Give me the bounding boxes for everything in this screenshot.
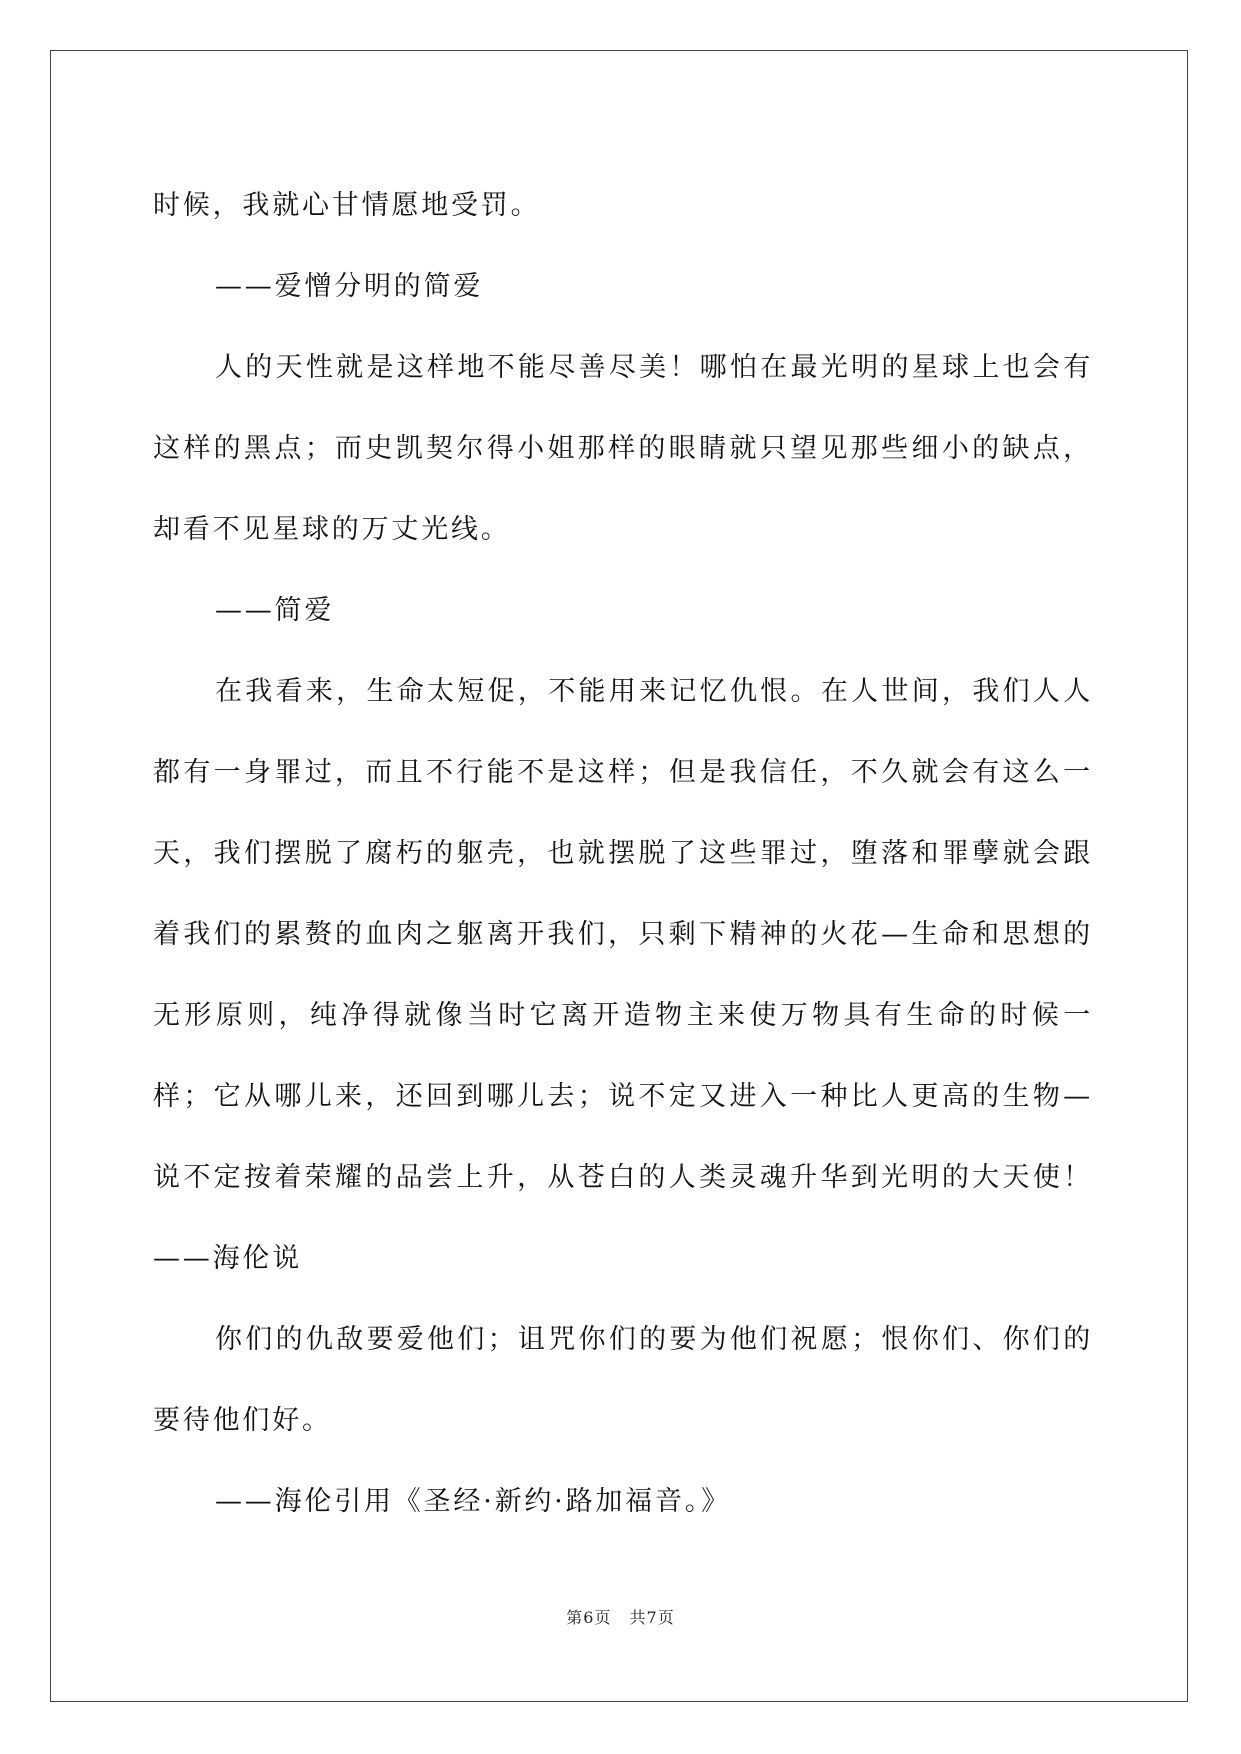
- quote-attribution: ——爱憎分明的简爱: [215, 271, 484, 302]
- paragraph: 人的天性就是这样地不能尽善尽美！哪怕在最光明的星球上也会有这样的黑点；而史凯契尔得小姐那样的眼睛就只望见那些细小的缺点，却看不见星球的万丈光线。: [153, 352, 1093, 545]
- paragraph: 在我看来，生命太短促，不能用来记忆仇恨。在人世间，我们人人都有一身罪过，而且不行能不是这样；但是我信任，不久就会有这么一天，我们摆脱了腐朽的躯壳，也就摆脱了这些罪过，堕落和罪孽就会跟着我们的累赘的血肉之躯离开我们，只剩下精神的火花—生命和思想的无形原则，纯净得就像当时它离开造物主来使万物具有生命的时候一样；它从哪儿来，还回到哪儿去；说不定又进入一种比人更高的生物—说不定按着荣耀的品尝上升，从苍白的人类灵魂升华到光明的大天使！——海伦说: [153, 676, 1093, 1274]
- page-total: 共7页: [629, 1608, 675, 1627]
- page-number: 第6页: [566, 1608, 612, 1627]
- quote-attribution: ——简爱: [215, 595, 335, 626]
- page-footer: [0, 1605, 1241, 1628]
- paragraph: 时候，我就心甘情愿地受罚。: [153, 190, 541, 221]
- quote-attribution: ——海伦引用《圣经·新约·路加福音。》: [215, 1486, 731, 1517]
- document-body: [153, 165, 1093, 1542]
- paragraph: 你们的仇敌要爱他们；诅咒你们的要为他们祝愿；恨你们、你们的要待他们好。: [153, 1324, 1093, 1436]
